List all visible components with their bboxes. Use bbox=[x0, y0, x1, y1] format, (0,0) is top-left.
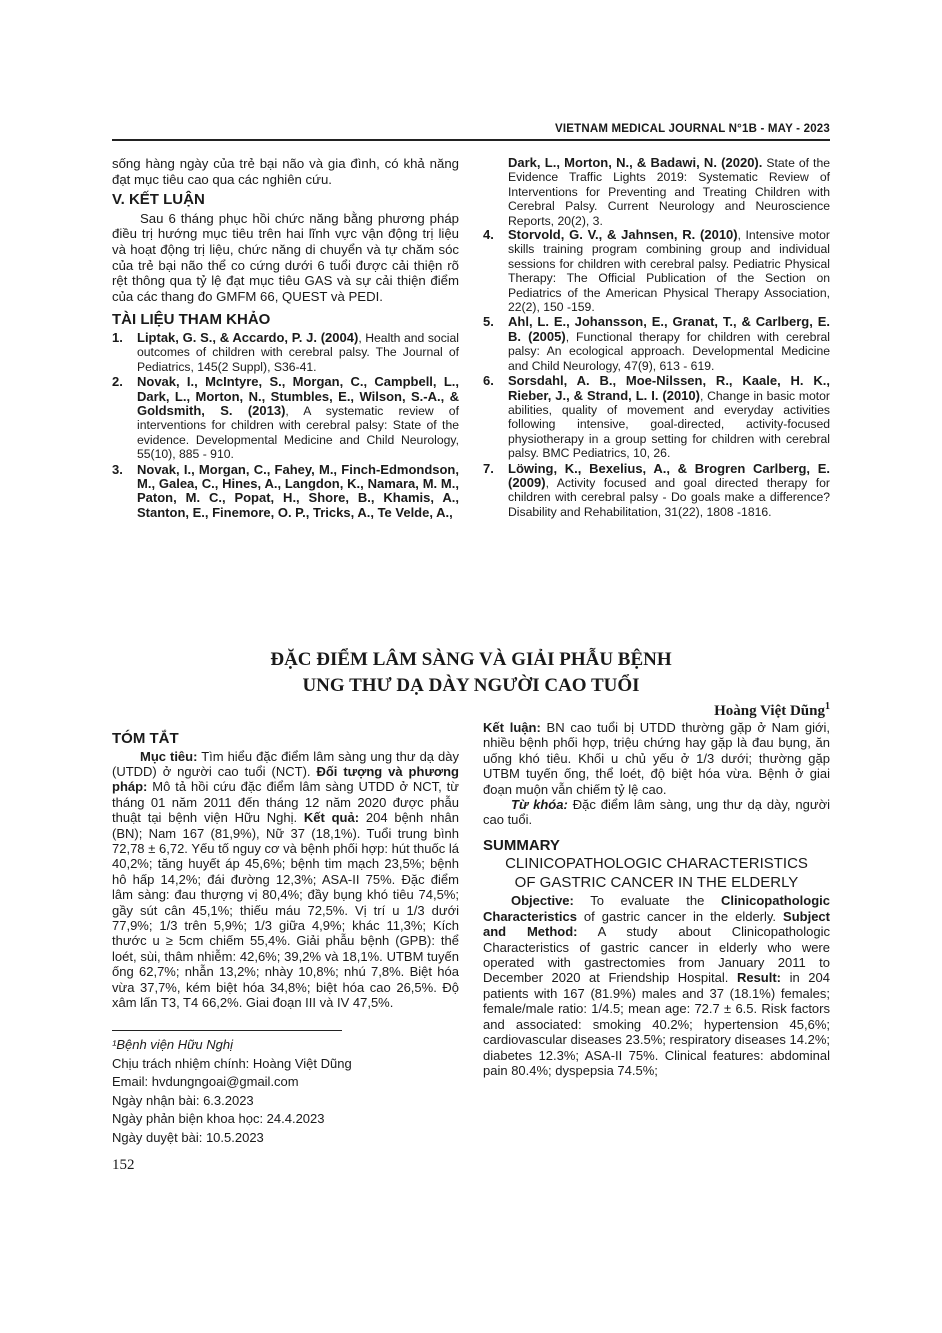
reference-authors: Storvold, G. V., & Jahnsen, R. (2010) bbox=[508, 227, 738, 243]
reference-text: , Functional therapy for children with cerebral palsy: An ecological approach. Developmental Medicine and Child Neurology, 47(9), 613 - 619. bbox=[508, 329, 830, 373]
reference-text: , Activity focused and goal directed therapy for children with cerebral palsy - Do goals make a difference? Disability and Rehabilitation, 31(22), 1808 -1816. bbox=[508, 475, 830, 519]
conclusion-heading: V. KẾT LUẬN bbox=[112, 191, 205, 209]
references-heading: TÀI LIỆU THAM KHẢO bbox=[112, 311, 271, 329]
reference-number: 4. bbox=[483, 227, 494, 243]
author-affiliation-mark: 1 bbox=[825, 701, 830, 712]
footnote-received: Ngày nhận bài: 6.3.2023 bbox=[112, 1092, 254, 1108]
reference-item bbox=[483, 374, 830, 460]
english-title-line-1: CLINICOPATHOLOGIC CHARACTERISTICS bbox=[505, 855, 808, 873]
article-title-line-2: UNG THƯ DẠ DÀY NGƯỜI CAO TUỔI bbox=[302, 675, 640, 696]
conclusion-text: Sau 6 tháng phục hồi chức năng bằng phương pháp điều trị hướng mục tiêu trên hai lĩnh vực vận động trị liệu và hoạt động trị liệu, chức năng di chuyển và tự chăm sóc của trẻ bại não thể co cứng dưới 6 tuổi được cải thiện rõ rệt thông qua tỷ lệ đạt mục tiêu GAS và sự cải thiện điểm của các thang đo GMFM 66, QUEST và PEDI. bbox=[112, 210, 459, 304]
header-rule bbox=[112, 139, 830, 141]
label-method: Đối tượng và phương pháp: bbox=[112, 764, 459, 795]
prev-article-left-column bbox=[112, 156, 459, 521]
reference-number: 7. bbox=[483, 460, 494, 476]
article-title-line-1: ĐẶC ĐIỂM LÂM SÀNG VÀ GIẢI PHẪU BỆNH bbox=[270, 649, 672, 670]
reference-continuation bbox=[483, 156, 830, 228]
running-header: VIETNAM MEDICAL JOURNAL N°1B - MAY - 2023 bbox=[554, 123, 830, 135]
abstract-right-column bbox=[483, 720, 830, 1078]
footnote-responsible: Chịu trách nhiệm chính: Hoàng Việt Dũng bbox=[112, 1055, 352, 1071]
objective-emphasis-en: Clinicopathologic Characteristics bbox=[483, 893, 830, 924]
reference-text: State of the Evidence Traffic Lights 2019: Systematic Review of Interventions for Preventing and Treating Children with Cerebral Palsy. Current Neurology and Neuroscience Reports, 20(2), 3. bbox=[508, 156, 830, 228]
footnote-rule bbox=[112, 1030, 342, 1031]
reference-authors: Novak, I., McIntyre, S., Morgan, C., Campbell, L., Dark, L., Morton, N., Stumbles, E., Wilson, S.-A., & Goldsmith, S. (2013) bbox=[137, 374, 459, 418]
conclusion-text: BN cao tuổi bị UTDD thường gặp ở Nam giới, nhiều bệnh phối hợp, triệu chứng hay gặp là đau bụng, ăn uống khó tiêu. Khối u chủ yếu ở 1/3 dưới; thường gặp UTBM tuyến ống, thể loét, độ biệt hóa vừa. Bệnh ở giai đoạn muộn vẫn chiếm tỷ lệ cao. bbox=[483, 720, 830, 797]
reference-authors: Sorsdahl, A. B., Moe-Nilssen, R., Kaale, H. K., Rieber, J., & Strand, L. I. (2010) bbox=[508, 373, 830, 403]
reference-text: , A systematic review of interventions for children with cerebral palsy: State of the evidence. Developmental Medicine and Child Neurology, 55(10), 885 - 910. bbox=[137, 403, 459, 462]
english-title-line-2: OF GASTRIC CANCER IN THE ELDERLY bbox=[514, 874, 799, 892]
reference-text: , Health and social outcomes of children with cerebral palsy. The Journal of Pediatrics, 145(2 Suppl), S36-41. bbox=[137, 330, 459, 374]
reference-item bbox=[112, 375, 459, 461]
reference-number: 3. bbox=[112, 461, 123, 477]
reference-authors: Ahl, L. E., Johansson, E., Granat, T., & Carlberg, E. B. (2005) bbox=[508, 314, 830, 344]
english-abstract-text bbox=[483, 893, 830, 1078]
footnote-email: Email: hvdungngoai@gmail.com bbox=[112, 1074, 299, 1090]
reference-item bbox=[483, 228, 830, 314]
results-text: 204 bệnh nhân (BN); Nam 167 (81,9%), Nữ 37 (18,1%). Tuổi trung bình 72,78 ± 6,72. Yếu tố nguy cơ và bệnh phối hợp: hút thuốc lá 40,2%; tăng huyết áp 45,6%; bệnh tim mạch 23,5%; bệnh hô hấp 14,2%; đái đường 12,3%; ASA-II 75%. Đặc điểm lâm sàng: đau thượng vị 80,4%; đầy bụng khó tiêu 74,5%; gầy sút cân 45,1%; thiếu máu 72,5%. Vị trí u 1/3 dưới 77,9%; 1/3 trên 5,9%; 1/3 giữa 4,9%; khác 11,3%; Kích thước u ≥ 5cm chiếm 55,4%. Giải phẫu bệnh (GPB): thể loét, sùi, thâm nhiễm: 42,6%; 39,2% và 18,1%. UTBM tuyến ống 62,7%; nhẫn 13,2%; nhày 10,8%; nhú 7,8%. Biệt hóa vừa 37,7%, kém biệt hóa 34,8%; biệt hóa cao 26,5%. Độ xâm lấn T3, T4 66,2%. Giai đoạn III và IV 47,5%. bbox=[112, 810, 459, 1011]
reference-text: , Intensive motor skills training program combining group and individual sessions for children with cerebral palsy. Pediatric Physical Therapy: The Official Publication of the Section on Pediatrics of the American Physical Therapy Association, 22(2), 150 -159. bbox=[508, 228, 830, 315]
summary-heading: SUMMARY bbox=[483, 836, 560, 854]
objective-text: Tìm hiểu đặc điểm lâm sàng ung thư dạ dày (UTDD) ở người cao tuổi (NCT). bbox=[112, 748, 459, 779]
reference-authors: Novak, I., Morgan, C., Fahey, M., Finch-Edmondson, M., Galea, C., Hines, A., Langdon, K., Namara, M. M., Paton, M. C., Popat, H., Shore, B., Khamis, A., Stanton, E., Finemore, O. P., Tricks, A., Te Velde, A., bbox=[137, 461, 459, 520]
method-text-en: A study about Clinicopathologic Characteristics of gastric cancer in elderly who were operated with gastrectomies from January 2011 to December 2020 at Friendship Hospital. bbox=[483, 924, 830, 986]
vn-abstract-text bbox=[112, 749, 459, 1011]
reference-item bbox=[112, 331, 459, 374]
prev-intro-tail: sống hàng ngày của trẻ bại não và gia đình, có khả năng đạt mục tiêu cao qua các nghiên cứu. bbox=[112, 156, 459, 187]
keywords-text: Đặc điểm lâm sàng, ung thư dạ dày, người cao tuổi. bbox=[483, 797, 830, 828]
article-author bbox=[714, 701, 830, 720]
keywords bbox=[483, 797, 830, 828]
footnote-reviewed: Ngày phản biện khoa học: 24.4.2023 bbox=[112, 1111, 325, 1127]
vn-abstract-column bbox=[112, 731, 459, 1011]
reference-authors: Liptak, G. S., & Accardo, P. J. (2004) bbox=[137, 329, 359, 345]
objective-text-en-2: of gastric cancer in the elderly. bbox=[576, 908, 784, 924]
references-list-left bbox=[112, 331, 459, 520]
footnote-affiliation: ¹Bệnh viện Hữu Nghị bbox=[112, 1037, 233, 1052]
prev-article-right-column bbox=[483, 156, 830, 520]
reference-number: 6. bbox=[483, 373, 494, 389]
reference-item bbox=[483, 315, 830, 373]
label-keywords: Từ khóa: bbox=[511, 797, 568, 813]
vn-abstract-continued bbox=[483, 720, 830, 797]
reference-item bbox=[483, 462, 830, 520]
reference-number: 5. bbox=[483, 314, 494, 330]
label-results: Kết quả: bbox=[303, 810, 360, 826]
reference-authors: Dark, L., Morton, N., & Badawi, N. (2020). bbox=[508, 155, 763, 170]
label-method-en: Subject and Method: bbox=[483, 908, 830, 940]
reference-item bbox=[112, 463, 459, 521]
reference-number: 2. bbox=[112, 374, 123, 390]
reference-authors: Löwing, K., Bexelius, A., & Brogren Carlberg, E. (2009) bbox=[508, 460, 830, 490]
label-objective: Mục tiêu: bbox=[140, 748, 198, 764]
reference-text: , Change in basic motor abilities, quality of movement and everyday activities following intensive, goal-directed, activity-focused physiotherapy in a group setting for children with cerebral palsy. BMC Pediatrics, 10, 26. bbox=[508, 388, 830, 461]
reference-number: 1. bbox=[112, 329, 123, 345]
method-text: Mô tả hồi cứu đặc điểm lâm sàng UTDD ở NCT, từ tháng 01 năm 2011 đến tháng 12 năm 2020 được phẫu thuật tại bệnh viện Hữu Nghị. bbox=[112, 779, 459, 826]
abstract-heading: TÓM TẮT bbox=[112, 730, 179, 747]
label-objective-en: Objective: bbox=[511, 893, 574, 909]
footnote-accepted: Ngày duyệt bài: 10.5.2023 bbox=[112, 1129, 264, 1145]
page-number: 152 bbox=[112, 1157, 135, 1173]
result-text-en: in 204 patients with 167 (81.9%) males and 37 (18.1%) females; female/male ratio: 1/4.5; mean age: 72.7 ± 6.5. Risk factors and associated: smoking 40.2%; hypertension 45,6%; cardiovascular diseases 23.5%; respiratory diseases 14.2%; diabetes 12.3%; ASA-II 75%. Clinical features: abdominal pain 80.4%; dyspepsia 74.5%; bbox=[483, 970, 830, 1078]
label-result-en: Result: bbox=[736, 970, 782, 986]
footnote bbox=[112, 1036, 459, 1148]
author-name: Hoàng Việt Dũng bbox=[714, 703, 825, 719]
objective-text-en: To evaluate the bbox=[573, 893, 721, 909]
label-conclusion: Kết luận: bbox=[483, 720, 541, 735]
